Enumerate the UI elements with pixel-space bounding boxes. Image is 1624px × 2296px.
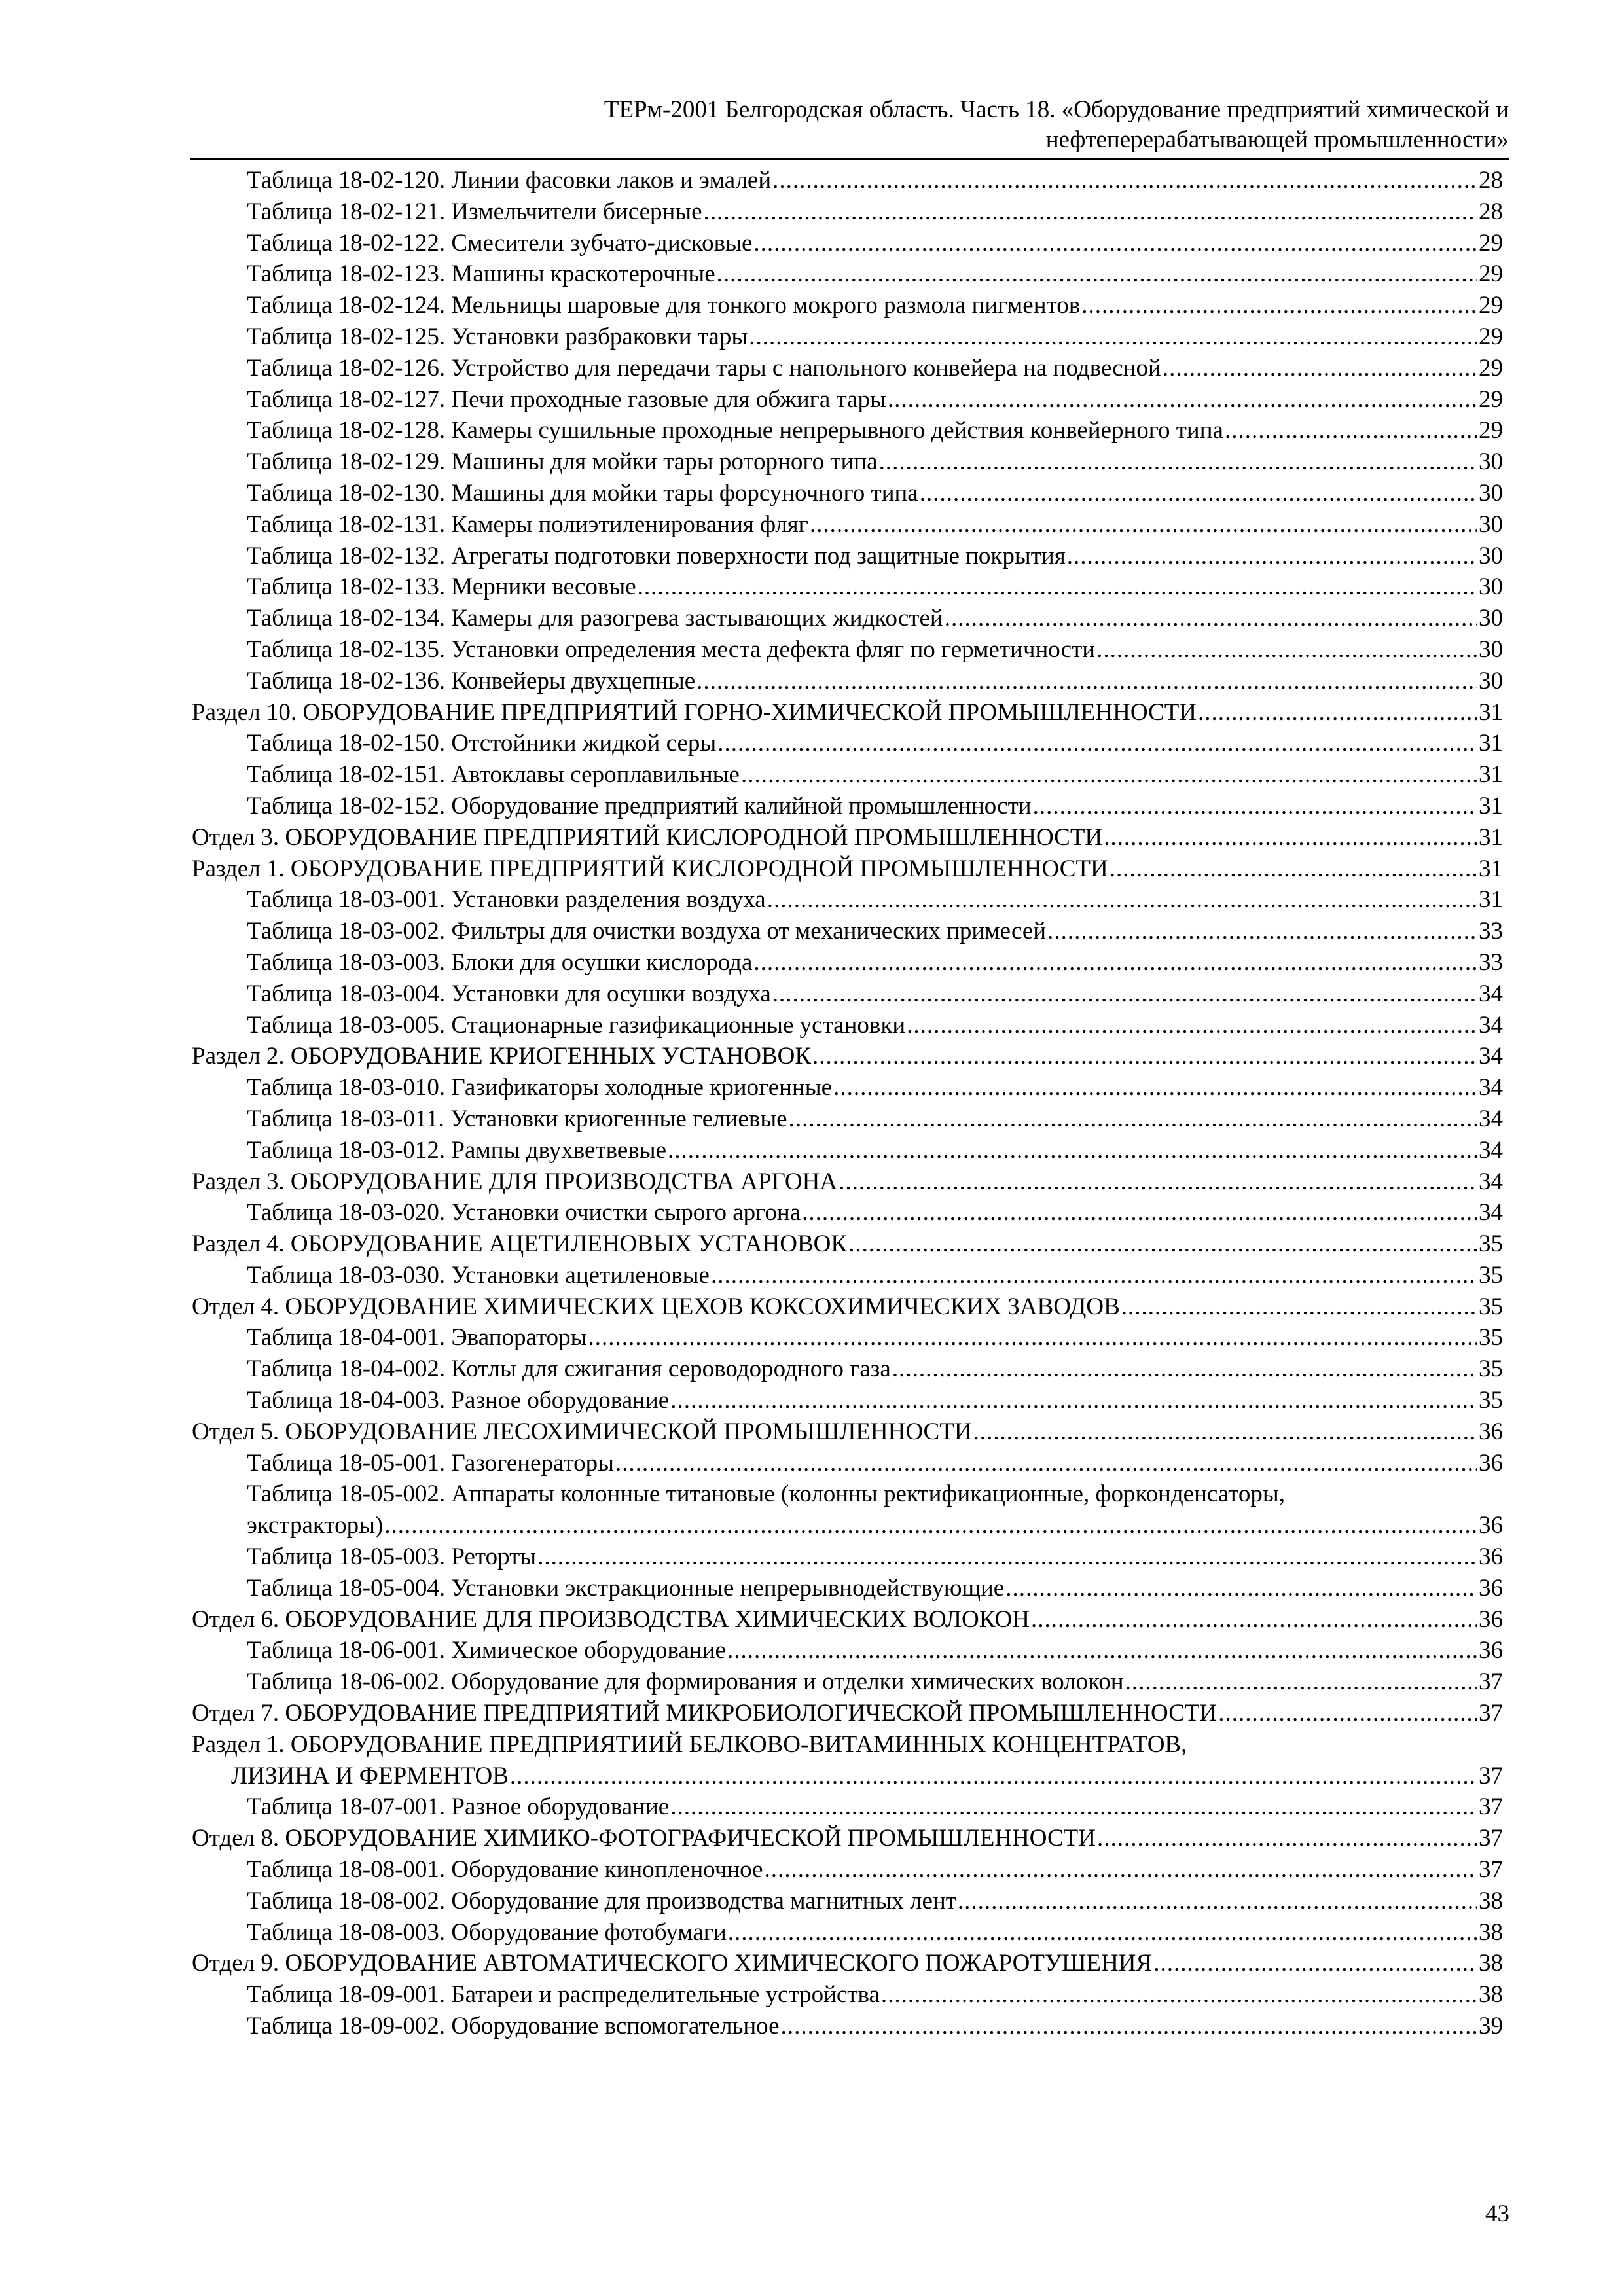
toc-entry-page: 31 (1479, 730, 1503, 757)
toc-table-entry (247, 1322, 1503, 1354)
dot-leader (765, 1854, 1477, 1886)
toc-entry-label: Таблица 18-07-001. Разное оборудование (247, 1793, 670, 1821)
running-header-line-1: ТЕРм-2001 Белгородская область. Часть 18. «Оборудование предприятий химической и (604, 96, 1509, 123)
toc-entry-label: Таблица 18-02-152. Оборудование предприятий калийной промышленности (247, 792, 1032, 819)
toc-table-entry (247, 1103, 1503, 1135)
toc-entry-label: Таблица 18-08-003. Оборудование фотобумаги (247, 1918, 727, 1946)
toc-entry-page: 31 (1479, 823, 1503, 851)
toc-table-entry (247, 603, 1503, 634)
toc-section-entry (192, 1041, 1503, 1072)
dot-leader (1163, 353, 1477, 384)
toc-entry-page: 39 (1479, 2013, 1503, 2040)
toc-entry-page: 31 (1479, 792, 1503, 819)
dot-leader (510, 1761, 1477, 1792)
toc-table-entry (247, 1854, 1503, 1886)
dot-leader (839, 1166, 1477, 1198)
dot-leader (670, 1385, 1477, 1416)
toc-entry-label: Отдел 9. ОБОРУДОВАНИЕ АВТОМАТИЧЕСКОГО ХИМИЧЕСКОГО ПОЖАРОТУШЕНИЯ (192, 1950, 1153, 1977)
toc-entry-label: Таблица 18-05-001. Газогенераторы (247, 1449, 615, 1477)
toc-entry-page: 31 (1479, 761, 1503, 789)
toc-table-entry (247, 1541, 1503, 1573)
toc-table-entry (247, 884, 1503, 916)
dot-leader (781, 2011, 1477, 2042)
dot-leader (1067, 541, 1477, 572)
toc-entry-label: Таблица 18-06-001. Химическое оборудование (247, 1637, 726, 1664)
dot-leader (945, 603, 1477, 634)
dot-leader (588, 1322, 1477, 1354)
toc-entry-page: 29 (1479, 354, 1503, 382)
dot-leader (668, 1135, 1477, 1166)
dot-leader (537, 1541, 1477, 1573)
dot-leader (1121, 1291, 1477, 1323)
toc-entry-page: 37 (1479, 1762, 1503, 1789)
toc-entry-page: 28 (1479, 167, 1503, 194)
toc-entry-page: 35 (1479, 1324, 1503, 1352)
toc-entry-label: Таблица 18-02-151. Автоклавы сероплавильные (247, 761, 740, 789)
toc-table-entry (247, 1666, 1503, 1698)
toc-table-entry (247, 634, 1503, 666)
toc-entry-label: Таблица 18-03-030. Установки ацетиленовые (247, 1261, 710, 1289)
toc-entry-label: Таблица 18-02-136. Конвейеры двухцепные (247, 667, 696, 694)
dot-leader (1104, 822, 1477, 853)
toc-entry-page: 33 (1479, 918, 1503, 945)
toc-entry-page: 35 (1479, 1293, 1503, 1320)
toc-entry-page: 37 (1479, 1856, 1503, 1884)
dot-leader (717, 259, 1477, 290)
toc-entry-label: Таблица 18-08-002. Оборудование для производства магнитных лент (247, 1887, 956, 1914)
table-of-contents (0, 165, 1624, 2042)
toc-entry-label: Таблица 18-02-135. Установки определения места дефекта фляг по герметичности (247, 636, 1096, 663)
running-header-line-2: нефтеперерабатывающей промышленности» (1045, 126, 1509, 153)
toc-entry-page: 30 (1479, 448, 1503, 476)
dot-leader (1218, 1698, 1477, 1729)
toc-entry-page: 37 (1479, 1700, 1503, 1727)
toc-section-entry (192, 1729, 1503, 1792)
dot-leader (1110, 853, 1477, 885)
toc-entry-page: 38 (1479, 1981, 1503, 2009)
toc-section-entry (192, 1698, 1503, 1729)
toc-section-entry (192, 1291, 1503, 1323)
toc-table-entry (247, 353, 1503, 384)
dot-leader (670, 1791, 1477, 1823)
dot-leader (1081, 290, 1477, 321)
toc-section-entry (192, 1604, 1503, 1636)
toc-table-entry (247, 478, 1503, 509)
toc-entry-page: 34 (1479, 1043, 1503, 1070)
toc-entry-label: Таблица 18-02-120. Линии фасовки лаков и эмалей (247, 167, 772, 194)
toc-entry-label: Отдел 3. ОБОРУДОВАНИЕ ПРЕДПРИЯТИЙ КИСЛОРОДНОЙ ПРОМЫШЛЕННОСТИ (192, 823, 1103, 851)
toc-entry-page: 29 (1479, 260, 1503, 288)
toc-entry-page: 35 (1479, 1355, 1503, 1383)
toc-entry-label: Отдел 8. ОБОРУДОВАНИЕ ХИМИКО-ФОТОГРАФИЧЕСКОЙ ПРОМЫШЛЕННОСТИ (192, 1825, 1096, 1852)
toc-entry-page: 36 (1479, 1543, 1503, 1571)
dot-leader (753, 228, 1477, 259)
toc-entry-page: 30 (1479, 605, 1503, 632)
toc-table-entry (247, 759, 1503, 791)
toc-entry-page: 36 (1479, 1512, 1503, 1539)
dot-leader (879, 446, 1477, 478)
toc-entry-label: Таблица 18-02-121. Измельчители бисерные (247, 198, 702, 225)
toc-entry-label: Таблица 18-03-020. Установки очистки сырого аргона (247, 1199, 801, 1227)
dot-leader (802, 1197, 1477, 1229)
toc-table-entry (247, 259, 1503, 290)
toc-table-entry (247, 1448, 1503, 1479)
dot-leader (907, 1010, 1477, 1041)
toc-section-entry (192, 853, 1503, 885)
dot-leader (1005, 1573, 1477, 1604)
toc-table-entry (247, 2011, 1503, 2042)
dot-leader (810, 509, 1477, 541)
toc-table-entry (247, 1886, 1503, 1917)
toc-entry-page: 35 (1479, 1230, 1503, 1258)
toc-entry-label: Таблица 18-02-134. Камеры для разогрева застывающих жидкостей (247, 605, 943, 632)
dot-leader (1033, 791, 1477, 822)
toc-entry-label: Таблица 18-03-010. Газификаторы холодные криогенные (247, 1074, 833, 1102)
toc-entry-label: Отдел 6. ОБОРУДОВАНИЕ ДЛЯ ПРОИЗВОДСТВА ХИМИЧЕСКИХ ВОЛОКОН (192, 1605, 1030, 1633)
toc-table-entry (247, 509, 1503, 541)
toc-table-entry (247, 415, 1503, 446)
toc-entry-label: Таблица 18-04-003. Разное оборудование (247, 1387, 670, 1414)
dot-leader (973, 1416, 1477, 1448)
toc-entry-page: 29 (1479, 292, 1503, 319)
dot-leader (812, 1041, 1477, 1072)
toc-table-entry (247, 228, 1503, 259)
toc-section-entry (192, 1229, 1503, 1260)
dot-leader (728, 1917, 1477, 1948)
toc-table-entry (247, 947, 1503, 978)
running-header (190, 95, 1509, 155)
toc-entry-page: 30 (1479, 479, 1503, 507)
dot-leader (1096, 634, 1477, 666)
dot-leader (696, 666, 1477, 697)
toc-entry-page: 30 (1479, 542, 1503, 569)
toc-entry-label: Таблица 18-02-129. Машины для мойки тары роторного типа (247, 448, 878, 476)
toc-entry-label: Таблица 18-02-132. Агрегаты подготовки поверхности под защитные покрытия (247, 542, 1066, 569)
toc-entry-page: 34 (1479, 1105, 1503, 1132)
toc-entry-page: 35 (1479, 1387, 1503, 1414)
toc-table-entry (247, 541, 1503, 572)
toc-table-entry (247, 916, 1503, 947)
toc-entry-label: Таблица 18-04-002. Котлы для сжигания сероводородного газа (247, 1355, 891, 1383)
toc-table-entry (247, 384, 1503, 416)
toc-entry-page: 29 (1479, 229, 1503, 257)
dot-leader (711, 1260, 1477, 1291)
toc-entry-label: Таблица 18-06-002. Оборудование для формирования и отделки химических волокон (247, 1668, 1124, 1696)
toc-entry-label: Таблица 18-02-131. Камеры полиэтиленирования фляг (247, 511, 808, 538)
toc-entry-page: 38 (1479, 1887, 1503, 1914)
toc-table-entry (247, 165, 1503, 196)
toc-entry-page: 30 (1479, 667, 1503, 694)
toc-table-entry (247, 1917, 1503, 1948)
toc-entry-label: Таблица 18-08-001. Оборудование кинопленочное (247, 1856, 763, 1884)
dot-leader (753, 947, 1477, 978)
dot-leader (638, 571, 1477, 603)
toc-section-entry (192, 1948, 1503, 1979)
dot-leader (789, 1103, 1477, 1135)
toc-entry-page: 36 (1479, 1637, 1503, 1664)
dot-leader (1047, 916, 1477, 947)
toc-table-entry (247, 666, 1503, 697)
toc-entry-label: Отдел 7. ОБОРУДОВАНИЕ ПРЕДПРИЯТИЙ МИКРОБИОЛОГИЧЕСКОЙ ПРОМЫШЛЕННОСТИ (192, 1700, 1218, 1727)
toc-entry-label: Таблица 18-05-004. Установки экстракционные непрерывнодействующие (247, 1574, 1005, 1602)
toc-section-entry (192, 1823, 1503, 1854)
toc-entry-label: Таблица 18-05-002. Аппараты колонные титановые (колонны ректификационные, форконденсаторы, (247, 1480, 1286, 1508)
toc-entry-label: Таблица 18-03-005. Стационарные газификационные установки (247, 1011, 906, 1039)
toc-table-entry (247, 196, 1503, 228)
toc-entry-label: Отдел 4. ОБОРУДОВАНИЕ ХИМИЧЕСКИХ ЦЕХОВ КОКСОХИМИЧЕСКИХ ЗАВОДОВ (192, 1293, 1120, 1320)
toc-entry-page: 37 (1479, 1793, 1503, 1821)
toc-entry-page: 34 (1479, 1011, 1503, 1039)
toc-table-entry (247, 1197, 1503, 1229)
toc-entry-label: Таблица 18-02-150. Отстойники жидкой серы (247, 730, 717, 757)
toc-table-entry (247, 1354, 1503, 1385)
dot-leader (717, 728, 1477, 759)
toc-entry-label: Таблица 18-02-130. Машины для мойки тары форсуночного типа (247, 479, 918, 507)
toc-entry-page: 31 (1479, 698, 1503, 726)
toc-entry-page: 34 (1479, 980, 1503, 1007)
toc-entry-page: 30 (1479, 573, 1503, 601)
toc-entry-page: 35 (1479, 1261, 1503, 1289)
toc-entry-label: Таблица 18-09-002. Оборудование вспомогательное (247, 2013, 780, 2040)
dot-leader (881, 1979, 1477, 2011)
toc-entry-label: Раздел 2. ОБОРУДОВАНИЕ КРИОГЕННЫХ УСТАНОВОК (192, 1043, 812, 1070)
toc-entry-label: Отдел 5. ОБОРУДОВАНИЕ ЛЕСОХИМИЧЕСКОЙ ПРОМЫШЛЕННОСТИ (192, 1418, 972, 1445)
toc-entry-label: Таблица 18-03-001. Установки разделения воздуха (247, 886, 766, 914)
toc-entry-page: 33 (1479, 948, 1503, 976)
toc-entry-page: 36 (1479, 1574, 1503, 1602)
toc-entry-label: Таблица 18-02-128. Камеры сушильные проходные непрерывного действия конвейерного типа (247, 417, 1223, 444)
dot-leader (727, 1635, 1477, 1666)
toc-entry-page: 30 (1479, 511, 1503, 538)
toc-entry-page: 34 (1479, 1074, 1503, 1102)
toc-entry-label: Таблица 18-03-011. Установки криогенные гелиевые (247, 1105, 787, 1132)
dot-leader (1225, 415, 1477, 446)
toc-table-entry (247, 1010, 1503, 1041)
dot-leader (384, 1510, 1477, 1541)
toc-section-entry (192, 822, 1503, 853)
toc-entry-label: Таблица 18-02-125. Установки разбраковки тары (247, 323, 748, 350)
toc-table-entry (247, 321, 1503, 353)
toc-table-entry (247, 1385, 1503, 1416)
toc-entry-label: Таблица 18-02-126. Устройство для передачи тары с напольного конвейера на подвесной (247, 354, 1161, 382)
toc-entry-page: 29 (1479, 417, 1503, 444)
toc-entry-page: 31 (1479, 886, 1503, 914)
toc-entry-label: Раздел 1. ОБОРУДОВАНИЕ ПРЕДПРИЯТИЙ КИСЛОРОДНОЙ ПРОМЫШЛЕННОСТИ (192, 855, 1108, 882)
toc-section-entry (192, 1416, 1503, 1448)
toc-entry-label: Таблица 18-03-002. Фильтры для очистки воздуха от механических примесей (247, 918, 1047, 945)
dot-leader (615, 1448, 1477, 1479)
page-number: 43 (1485, 2200, 1509, 2227)
toc-entry-label: Таблица 18-02-124. Мельницы шаровые для тонкого мокрого размола пигментов (247, 292, 1081, 319)
dot-leader (833, 1072, 1477, 1103)
toc-entry-page: 38 (1479, 1950, 1503, 1977)
toc-entry-label: Раздел 1. ОБОРУДОВАНИЕ ПРЕДПРИЯТИИЙ БЕЛКОВО-ВИТАМИННЫХ КОНЦЕНТРАТОВ, (192, 1731, 1187, 1758)
toc-entry-label: Таблица 18-03-003. Блоки для осушки кислорода (247, 948, 753, 976)
toc-entry-label: Раздел 4. ОБОРУДОВАНИЕ АЦЕТИЛЕНОВЫХ УСТАНОВОК (192, 1230, 848, 1258)
toc-table-entry (247, 1135, 1503, 1166)
dot-leader (1125, 1666, 1477, 1698)
toc-entry-page: 36 (1479, 1605, 1503, 1633)
dot-leader (704, 196, 1477, 228)
toc-table-entry (247, 1260, 1503, 1291)
toc-table-entry (247, 446, 1503, 478)
toc-table-entry (247, 1979, 1503, 2011)
dot-leader (892, 1354, 1477, 1385)
toc-entry-label: Таблица 18-02-133. Мерники весовые (247, 573, 636, 601)
toc-entry-page: 29 (1479, 386, 1503, 413)
header-divider (190, 158, 1509, 160)
toc-entry-label: Таблица 18-03-012. Рампы двухветвевые (247, 1136, 667, 1164)
toc-entry-label-continuation: ЛИЗИНА И ФЕРМЕНТОВ (231, 1762, 509, 1789)
toc-table-entry (247, 1072, 1503, 1103)
toc-entry-label-continuation: экстракторы) (247, 1512, 384, 1539)
toc-entry-label: Таблица 18-02-123. Машины краскотерочные (247, 260, 715, 288)
dot-leader (1198, 697, 1477, 728)
toc-entry-label: Таблица 18-09-001. Батареи и распределительные устройства (247, 1981, 880, 2009)
toc-entry-label: Таблица 18-05-003. Реторты (247, 1543, 537, 1571)
toc-table-entry (247, 791, 1503, 822)
toc-entry-label: Раздел 10. ОБОРУДОВАНИЕ ПРЕДПРИЯТИЙ ГОРНО-ХИМИЧЕСКОЙ ПРОМЫШЛЕННОСТИ (192, 698, 1197, 726)
toc-entry-page: 31 (1479, 855, 1503, 882)
toc-entry-page: 34 (1479, 1168, 1503, 1195)
toc-table-entry (247, 728, 1503, 759)
toc-entry-page: 28 (1479, 198, 1503, 225)
dot-leader (1031, 1604, 1477, 1636)
toc-entry-page: 37 (1479, 1668, 1503, 1696)
dot-leader (741, 759, 1477, 791)
toc-table-entry (247, 978, 1503, 1010)
dot-leader (772, 978, 1477, 1010)
dot-leader (958, 1886, 1477, 1917)
toc-table-entry (247, 1635, 1503, 1666)
toc-table-entry (247, 1573, 1503, 1604)
toc-entry-label: Таблица 18-02-127. Печи проходные газовые для обжига тары (247, 386, 886, 413)
toc-entry-label: Раздел 3. ОБОРУДОВАНИЕ ДЛЯ ПРОИЗВОДСТВА АРГОНА (192, 1168, 838, 1195)
toc-entry-label: Таблица 18-03-004. Установки для осушки воздуха (247, 980, 771, 1007)
dot-leader (749, 321, 1477, 353)
toc-table-entry (247, 290, 1503, 321)
toc-table-entry (247, 1791, 1503, 1823)
dot-leader (1153, 1948, 1477, 1979)
toc-entry-page: 37 (1479, 1825, 1503, 1852)
toc-entry-page: 30 (1479, 636, 1503, 663)
toc-entry-label: Таблица 18-02-122. Смесители зубчато-дисковые (247, 229, 753, 257)
toc-section-entry (192, 697, 1503, 728)
toc-table-entry (247, 1479, 1503, 1541)
toc-entry-page: 36 (1479, 1449, 1503, 1477)
dot-leader (767, 884, 1477, 916)
dot-leader (920, 478, 1477, 509)
toc-entry-page: 29 (1479, 323, 1503, 350)
toc-table-entry (247, 571, 1503, 603)
toc-entry-page: 34 (1479, 1199, 1503, 1227)
toc-section-entry (192, 1166, 1503, 1198)
toc-entry-page: 38 (1479, 1918, 1503, 1946)
dot-leader (848, 1229, 1477, 1260)
toc-entry-label: Таблица 18-04-001. Эвапораторы (247, 1324, 587, 1352)
dot-leader (888, 384, 1477, 416)
toc-entry-page: 36 (1479, 1418, 1503, 1445)
dot-leader (772, 165, 1477, 196)
toc-entry-page: 34 (1479, 1136, 1503, 1164)
dot-leader (1097, 1823, 1477, 1854)
